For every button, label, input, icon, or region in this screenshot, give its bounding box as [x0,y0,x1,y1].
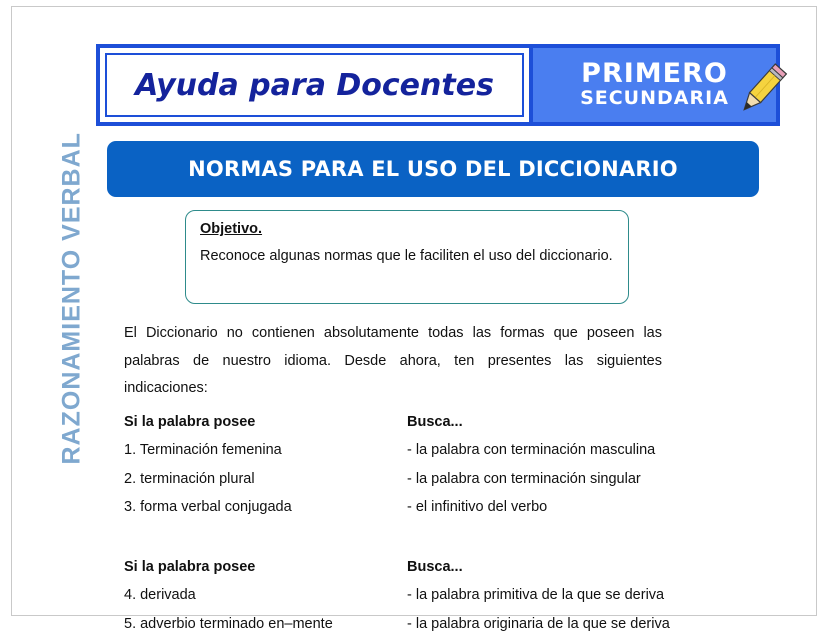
level-label: SECUNDARIA [580,87,729,110]
objective-box [185,210,629,304]
brand-box-inner [105,53,524,117]
table-header-row [124,408,827,436]
page-title-bar [107,141,759,197]
brand-title: Ayuda para Docentes [135,67,494,103]
header-banner [96,44,780,126]
table-row [124,465,827,493]
table-row [124,610,827,638]
table-header-right: Busca... [407,414,463,430]
pencil-icon [724,54,798,128]
rule-condition: 2. terminación plural [124,470,255,487]
table-row [124,436,827,464]
page-title: NORMAS PARA EL USO DEL DICCIONARIO [188,157,678,181]
rules-table-two [124,553,827,638]
rule-condition: 1. Terminación femenina [124,442,282,459]
sidebar-vertical-title: RAZONAMIENTO VERBAL [57,132,86,465]
table-row [124,493,827,521]
rule-condition: 4. derivada [124,587,196,604]
table-header-left: Si la palabra posee [124,414,256,430]
objective-label: Objetivo. [200,221,263,237]
objective-text: Reconoce algunas normas que le faciliten el uso del diccionario. [200,248,613,264]
intro-paragraph: El Diccionario no contienen absolutamente todas las formas que poseen las palabras de nuestro idioma. Desde ahora, ten presentes las siguientes indicaciones: [124,325,662,397]
brand-box [96,44,533,126]
table-header-right: Busca... [407,559,463,575]
rule-action: - la palabra con terminación singular [407,470,641,487]
rule-action: - la palabra originaria de la que se deriva [407,615,670,632]
table-row [124,581,827,609]
rules-table-one [124,408,827,521]
rule-condition: 5. adverbio terminado en–mente [124,615,333,632]
rule-action: - la palabra primitiva de la que se deriva [407,587,665,604]
rule-action: - la palabra con terminación masculina [407,442,656,459]
rule-condition: 3. forma verbal conjugada [124,498,292,515]
table-header-left: Si la palabra posee [124,559,256,575]
table-header-row [124,553,827,581]
grade-label: PRIMERO [581,57,728,89]
rule-action: - el infinitivo del verbo [407,498,548,515]
